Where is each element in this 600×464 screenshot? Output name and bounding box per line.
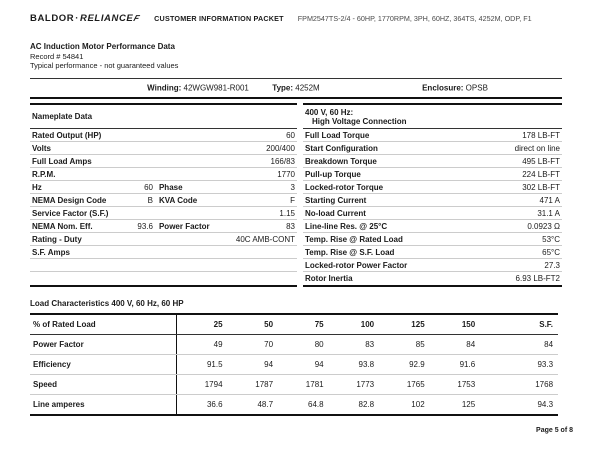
row-label: Efficiency (30, 355, 177, 374)
logo-reliance-text: RELIANCE (80, 13, 134, 24)
load-table-header-row (30, 315, 558, 335)
row-value: 1770 (277, 169, 295, 179)
winding-bar (30, 78, 562, 99)
table-row (303, 155, 562, 168)
column-header: 100 (360, 320, 375, 329)
column-header: 125 (411, 320, 425, 329)
cell-value: 94 (314, 360, 324, 369)
load-characteristics-title: Load Characteristics 400 V, 60 Hz, 60 HP (30, 299, 184, 308)
type-value: 4252M (295, 83, 320, 93)
cell-value: 125 (461, 400, 476, 409)
column-header: 75 (314, 320, 324, 329)
table-row (30, 194, 297, 207)
row-label: NEMA Design Code (32, 195, 107, 205)
row-mid-value: 60 (144, 182, 153, 192)
connection-title-line1: 400 V, 60 Hz: (305, 107, 354, 117)
row-mid-label: Power Factor (158, 221, 210, 231)
cell-value: 92.9 (409, 360, 425, 369)
cell-value: 1794 (204, 380, 223, 389)
logo-baldor-text: BALDOR (30, 13, 75, 24)
baldor-reliance-logo (30, 13, 140, 24)
row-value: 53°C (542, 234, 560, 244)
table-row (30, 207, 297, 220)
row-left-pair (32, 196, 153, 205)
row-value: 166/83 (270, 156, 295, 166)
row-right-pair (153, 196, 295, 205)
row-left-pair (32, 183, 153, 192)
row-value: 200/400 (266, 143, 295, 153)
record-number: Record # 54841 (30, 51, 84, 61)
table-row (303, 207, 562, 220)
cell-value: 1787 (255, 380, 274, 389)
column-header: S.F. (539, 320, 554, 329)
nameplate-title: Nameplate Data (32, 112, 93, 121)
row-label: Hz (32, 182, 42, 192)
load-characteristics-table (30, 313, 558, 416)
table-row (30, 129, 297, 142)
cell-value: 36.6 (206, 400, 223, 409)
cell-value: 1773 (356, 380, 375, 389)
row-value: 3 (290, 182, 295, 192)
row-label: Service Factor (S.F.) (32, 208, 109, 218)
row-right-pair (153, 222, 295, 231)
nameplate-table-header (30, 105, 297, 129)
table-row (303, 168, 562, 181)
row-left-pair (32, 222, 153, 231)
row-value: 0.0923 Ω (527, 221, 560, 231)
row-label: Line amperes (30, 395, 177, 414)
table-row (30, 272, 297, 285)
table-row (303, 129, 562, 142)
row-mid-value: 93.6 (137, 221, 153, 231)
table-row (30, 142, 297, 155)
table-row (30, 155, 297, 168)
table-row (303, 220, 562, 233)
performance-note: Typical performance - not guaranteed values (30, 61, 179, 70)
table-row (30, 181, 297, 194)
row-label: Rated Output (HP) (32, 130, 102, 140)
connection-table-header (303, 105, 562, 129)
connection-table (303, 103, 562, 287)
table-row (303, 233, 562, 246)
enclosure-cell (422, 84, 488, 93)
cell-value: 48.7 (257, 400, 274, 409)
row-label: Starting Current (305, 195, 367, 205)
table-row (30, 220, 297, 233)
row-value: 65°C (542, 247, 560, 257)
connection-title-line2: High Voltage Connection (312, 116, 407, 126)
row-value: 302 LB-FT (522, 182, 560, 192)
row-mid-value: B (147, 195, 153, 205)
cell-value: 83 (365, 340, 375, 349)
motor-model-spec: FPM2547TS-2/4 - 60HP, 1770RPM, 3PH, 60HZ, 364TS, 4252M, ODP, F1 (297, 14, 532, 23)
cell-value: 85 (415, 340, 425, 349)
row-label: Rotor Inertia (305, 274, 353, 283)
row-label: Locked-rotor Power Factor (305, 260, 408, 270)
enclosure-value: OPSB (465, 83, 488, 93)
cell-value: 102 (411, 400, 425, 409)
row-value: 1.15 (279, 208, 295, 218)
cell-value: 93.8 (358, 360, 375, 369)
row-value: 60 (286, 130, 295, 140)
cell-value: 94.3 (537, 400, 554, 409)
row-value: 83 (286, 221, 295, 231)
row-value: direct on line (514, 143, 560, 153)
row-label: Temp. Rise @ S.F. Load (305, 247, 395, 257)
row-label: Locked-rotor Torque (305, 182, 384, 192)
row-label: Line-line Res. @ 25°C (305, 221, 388, 231)
row-value: 6.93 LB-FT2 (515, 274, 560, 283)
load-table-row (30, 355, 558, 375)
row-label: No-load Current (305, 208, 366, 218)
row-label: Temp. Rise @ Rated Load (305, 234, 403, 244)
cell-value: 84 (544, 340, 554, 349)
table-row (303, 194, 562, 207)
row-label: Speed (30, 375, 177, 394)
cell-value: 49 (213, 340, 223, 349)
row-label: Start Configuration (305, 143, 378, 153)
table-row (303, 142, 562, 155)
type-label: Type: (272, 83, 294, 93)
winding-cell (147, 84, 249, 93)
table-row (303, 181, 562, 194)
load-table-row (30, 375, 558, 395)
row-value: F (290, 195, 295, 205)
row-label: Pull-up Torque (305, 169, 361, 179)
load-table-row (30, 395, 558, 414)
row-value: 471 A (539, 195, 560, 205)
table-row (30, 168, 297, 181)
cell-value: 82.8 (358, 400, 375, 409)
row-value: 495 LB-FT (522, 156, 560, 166)
table-row (30, 233, 297, 246)
column-header: 50 (264, 320, 274, 329)
row-label: Breakdown Torque (305, 156, 377, 166)
table-row (30, 259, 297, 272)
row-value: 178 LB-FT (522, 130, 560, 140)
nameplate-table (30, 103, 297, 287)
column-header: 150 (461, 320, 476, 329)
row-label: Rating - Duty (32, 234, 82, 244)
column-header-label: % of Rated Load (30, 315, 177, 334)
cell-value: 91.6 (459, 360, 476, 369)
page-header (30, 13, 532, 24)
cell-value: 1765 (406, 380, 425, 389)
cell-value: 94 (264, 360, 274, 369)
table-row (30, 246, 297, 259)
logo-dot: · (75, 13, 80, 24)
row-label: NEMA Nom. Eff. (32, 221, 93, 231)
row-value: 224 LB-FT (522, 169, 560, 179)
row-label: Volts (32, 143, 51, 153)
cell-value: 80 (314, 340, 324, 349)
row-label: R.P.M. (32, 169, 56, 179)
table-row (303, 272, 562, 285)
row-value: 27.3 (544, 260, 560, 270)
row-label: Full Load Amps (32, 156, 92, 166)
row-mid-label: KVA Code (158, 195, 198, 205)
row-label: Power Factor (30, 335, 177, 354)
load-table-row (30, 335, 558, 355)
table-row (303, 246, 562, 259)
cell-value: 93.3 (537, 360, 554, 369)
packet-label: CUSTOMER INFORMATION PACKET (154, 14, 284, 23)
enclosure-label: Enclosure: (422, 83, 464, 93)
row-label: Full Load Torque (305, 130, 370, 140)
cell-value: 91.5 (206, 360, 223, 369)
cell-value: 1753 (457, 380, 476, 389)
winding-label: Winding: (147, 83, 182, 93)
type-cell (272, 84, 319, 93)
title-block (30, 42, 178, 71)
row-right-pair (153, 183, 295, 192)
table-row (303, 259, 562, 272)
cell-value: 84 (466, 340, 476, 349)
cell-value: 1768 (535, 380, 554, 389)
logo-flag-icon: F (132, 13, 142, 23)
page-title: AC Induction Motor Performance Data (30, 42, 175, 51)
cell-value: 1781 (305, 380, 324, 389)
page-number: Page 5 of 8 (536, 427, 573, 434)
cell-value: 70 (264, 340, 274, 349)
winding-value: 42WGW981-R001 (183, 83, 249, 93)
column-header: 25 (213, 320, 223, 329)
row-mid-label: Phase (158, 182, 183, 192)
row-value: 40C AMB-CONT (235, 234, 295, 244)
row-label: S.F. Amps (32, 247, 70, 257)
row-value: 31.1 A (537, 208, 560, 218)
cell-value: 64.8 (308, 400, 324, 409)
